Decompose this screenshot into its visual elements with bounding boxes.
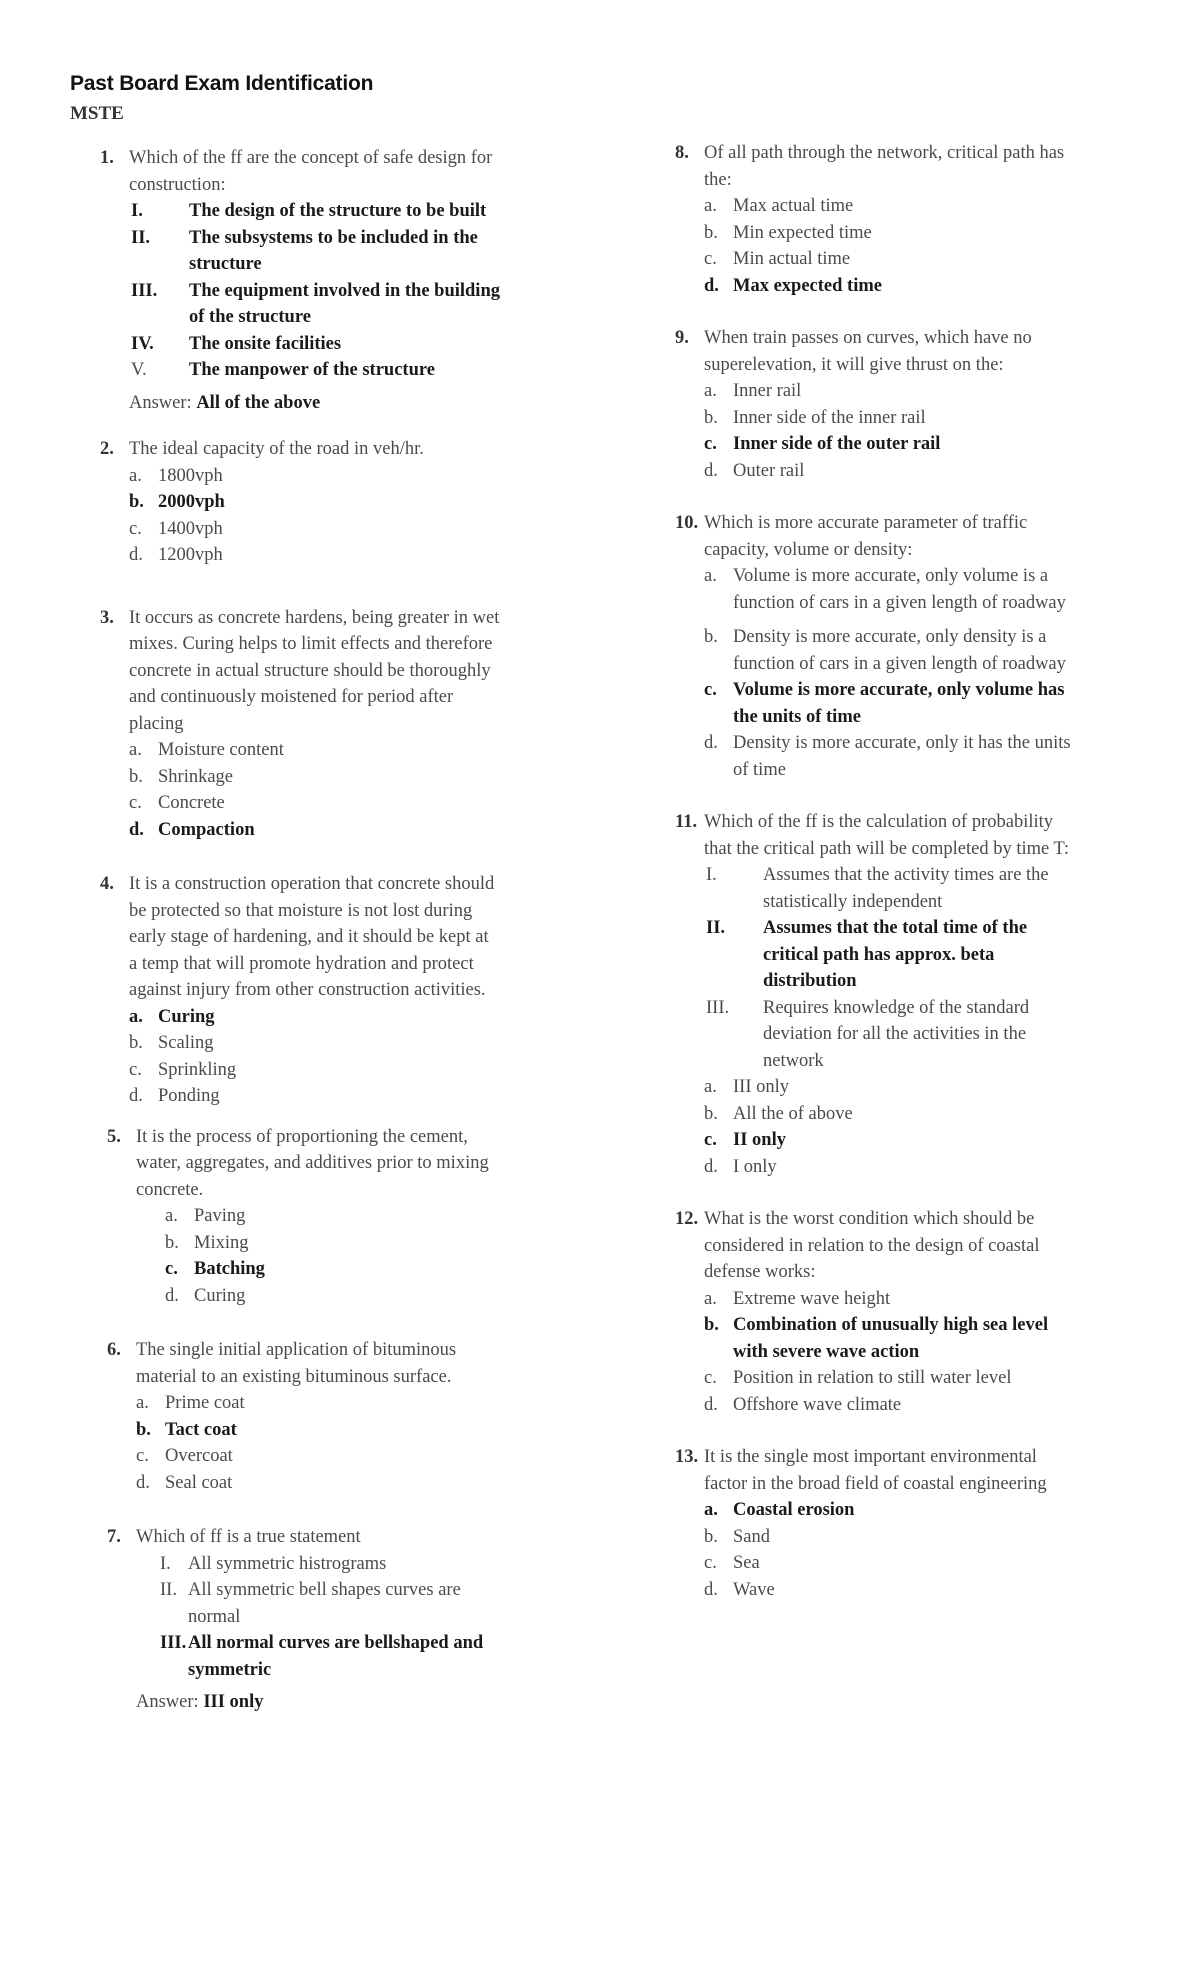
option-label: d. — [704, 1579, 718, 1600]
option-label: c. — [129, 518, 142, 539]
option — [704, 1074, 1075, 1101]
statement-item — [136, 1551, 500, 1578]
option-text: Ponding — [158, 1086, 220, 1106]
answer-value: All of the above — [196, 392, 321, 413]
statement-item — [704, 862, 1075, 915]
option — [704, 246, 1075, 273]
option-text: Curing — [194, 1285, 246, 1306]
option-text: 1200vph — [158, 545, 223, 565]
question-number: 6. — [107, 1340, 121, 1360]
option-label: a. — [136, 1393, 149, 1413]
option-label: a. — [704, 566, 717, 586]
option-text: Curing — [158, 1006, 215, 1027]
option-label: c. — [129, 793, 142, 813]
option — [136, 1470, 500, 1497]
option — [129, 764, 500, 791]
option-label: b. — [129, 766, 143, 787]
option — [704, 624, 1075, 677]
option-text: Volume is more accurate, only volume has the units of time — [733, 680, 1065, 727]
statement-label: II. — [131, 227, 151, 248]
statement-item-correct — [136, 1630, 500, 1683]
statement-label: V. — [131, 360, 147, 380]
option-text: Mixing — [194, 1232, 249, 1253]
statement-text: The design of the structure to be built — [189, 201, 487, 221]
option-label: b. — [704, 407, 718, 428]
option-label: c. — [704, 249, 717, 269]
option — [129, 737, 500, 764]
question-9 — [675, 325, 1075, 484]
statement-label: III. — [706, 997, 730, 1018]
statement-text: The equipment involved in the building of the structure — [189, 280, 500, 327]
option-label: a. — [704, 381, 717, 401]
statement-label: III. — [160, 1633, 187, 1653]
statement-label: I. — [706, 865, 717, 885]
statement-text: Requires knowledge of the standard deviation for all the activities in the network — [763, 997, 1030, 1071]
option — [136, 1390, 500, 1417]
answer-value: III only — [203, 1692, 264, 1712]
option-text: Max actual time — [733, 196, 854, 216]
statement-item — [129, 357, 500, 384]
statement-item — [136, 1577, 500, 1630]
statement-item — [129, 278, 500, 331]
statement-item — [129, 198, 500, 225]
option-label: a. — [704, 196, 717, 216]
option-correct — [136, 1417, 500, 1444]
option — [704, 193, 1075, 220]
question-number: 13. — [675, 1447, 699, 1467]
question-11 — [675, 809, 1075, 1180]
question-text: The single initial application of bituminous material to an existing bituminous surface. — [136, 1340, 457, 1387]
option-label: c. — [704, 434, 717, 454]
option — [136, 1203, 500, 1230]
option — [136, 1443, 500, 1470]
answer-label: Answer: — [136, 1692, 199, 1712]
option-label: b. — [129, 492, 144, 512]
question-number: 2. — [100, 439, 114, 459]
option — [129, 1030, 500, 1057]
question-4 — [100, 871, 500, 1110]
option-label: a. — [129, 740, 142, 760]
question-text: It occurs as concrete hardens, being greater in wet mixes. Curing helps to limit effects and therefore concrete in actual structure should be thoroughly and continuously moistened for period after placing — [129, 607, 500, 734]
document-title: Past Board Exam Identification — [70, 72, 374, 95]
statement-text: The manpower of the structure — [189, 360, 435, 380]
question-text: The ideal capacity of the road in veh/hr. — [129, 439, 424, 459]
option-text: Max expected time — [733, 275, 882, 296]
statement-item — [704, 995, 1075, 1075]
option-text: Density is more accurate, only density is a function of cars in a given length of roadway — [733, 627, 1066, 674]
option-label: b. — [129, 1033, 143, 1053]
option-text: Offshore wave climate — [733, 1394, 902, 1415]
option-correct — [136, 1256, 500, 1283]
option-label: d. — [129, 1086, 143, 1106]
option-correct — [704, 1127, 1075, 1154]
statement-text: The onsite facilities — [189, 333, 342, 354]
statement-label: I. — [131, 201, 143, 221]
question-text: Which of the ff is the calculation of probability that the critical path will be completed by time T: — [704, 812, 1070, 859]
question-text: Of all path through the network, critical path has the: — [704, 143, 1065, 190]
question-number: 7. — [107, 1527, 121, 1547]
option-label: d. — [136, 1472, 150, 1493]
option-label: d. — [129, 545, 143, 565]
right-column — [675, 140, 1075, 1623]
question-number: 9. — [675, 328, 689, 348]
option-text: Inner rail — [733, 381, 802, 401]
option-correct — [704, 1497, 1075, 1524]
option-label: c. — [165, 1259, 178, 1279]
question-13 — [675, 1444, 1075, 1603]
option-correct — [129, 1004, 500, 1031]
question-number: 1. — [100, 148, 114, 168]
statement-text: Assumes that the total time of the critical path has approx. beta distribution — [763, 918, 1028, 991]
question-text: What is the worst condition which should be considered in relation to the design of coastal defense works: — [704, 1209, 1040, 1282]
option-text: Concrete — [158, 793, 225, 813]
option-text: Position in relation to still water level — [733, 1368, 1012, 1388]
option — [704, 1286, 1075, 1313]
option-label: c. — [136, 1446, 149, 1466]
option-text: Seal coat — [165, 1472, 233, 1493]
question-5 — [107, 1124, 500, 1310]
option-label: b. — [704, 1315, 719, 1335]
question-3 — [100, 605, 500, 844]
option-text: Moisture content — [158, 740, 284, 760]
option-correct — [129, 817, 500, 844]
option-text: Inner side of the outer rail — [733, 434, 941, 454]
statement-item-correct — [704, 915, 1075, 995]
statement-text: The subsystems to be included in the structure — [189, 227, 478, 274]
question-text: Which of the ff are the concept of safe design for construction: — [129, 148, 493, 195]
option — [704, 220, 1075, 247]
option — [129, 790, 500, 817]
option-text: Volume is more accurate, only volume is a function of cars in a given length of roadway — [733, 566, 1066, 613]
option-label: d. — [704, 1394, 718, 1415]
subject-heading: MSTE — [70, 103, 124, 124]
option-label: d. — [129, 819, 144, 840]
question-number: 10. — [675, 513, 699, 533]
option-label: b. — [704, 1526, 718, 1547]
option-text: Min actual time — [733, 249, 851, 269]
question-number: 4. — [100, 874, 114, 894]
option — [704, 1392, 1075, 1419]
option-text: II only — [733, 1130, 786, 1150]
option-label: b. — [704, 222, 718, 243]
option-text: 1400vph — [158, 518, 223, 539]
option-text: I only — [733, 1156, 777, 1177]
option-label: b. — [704, 627, 718, 647]
option-text: Shrinkage — [158, 766, 234, 787]
option-label: b. — [136, 1419, 151, 1440]
option-text: Min expected time — [733, 222, 872, 243]
option-text: Tact coat — [165, 1419, 237, 1440]
option — [129, 1057, 500, 1084]
option — [704, 1577, 1075, 1604]
option-text: Density is more accurate, only it has the units of time — [733, 733, 1071, 780]
option-correct — [704, 431, 1075, 458]
option-text: All the of above — [733, 1103, 853, 1124]
option-label: d. — [165, 1285, 179, 1306]
question-text: It is a construction operation that concrete should be protected so that moisture is not lost during early stage of hardening, and it should be kept at a temp that will promote hydration and protect against injury from other construction activities. — [129, 874, 495, 1000]
question-text: It is the single most important environmental factor in the broad field of coastal engineering — [704, 1447, 1047, 1494]
option — [704, 730, 1075, 783]
option-text: Overcoat — [165, 1446, 233, 1466]
answer-line — [136, 1689, 500, 1716]
question-number: 12. — [675, 1209, 699, 1229]
option-correct — [704, 1312, 1075, 1365]
question-text: It is the process of proportioning the cement, water, aggregates, and additives prior to mixing concrete. — [136, 1126, 489, 1200]
option — [136, 1283, 500, 1310]
option-text: Sprinkling — [158, 1059, 237, 1080]
option-label: d. — [704, 275, 719, 296]
option-text: 2000vph — [158, 492, 225, 512]
option — [704, 458, 1075, 485]
question-2 — [100, 436, 500, 569]
option — [129, 542, 500, 569]
option-text: Extreme wave height — [733, 1288, 891, 1309]
question-6 — [107, 1337, 500, 1496]
option-label: c. — [704, 680, 717, 700]
question-number: 5. — [107, 1126, 121, 1147]
option-text: Wave — [733, 1579, 775, 1600]
question-10 — [675, 510, 1075, 783]
option-label: d. — [704, 733, 718, 753]
statement-item — [129, 331, 500, 358]
option-text: 1800vph — [158, 465, 223, 486]
statement-label: I. — [160, 1553, 171, 1574]
statement-label: II. — [706, 918, 726, 938]
option-text: Inner side of the inner rail — [733, 407, 926, 428]
question-number: 3. — [100, 607, 114, 628]
answer-label: Answer: — [129, 392, 192, 413]
option-text: III only — [733, 1077, 789, 1097]
question-number: 8. — [675, 143, 689, 163]
option-label: d. — [704, 460, 718, 481]
option-label: c. — [129, 1059, 142, 1080]
question-text: When train passes on curves, which have no superelevation, it will give thrust on the: — [704, 328, 1032, 375]
statement-text: All normal curves are bellshaped and symmetric — [188, 1633, 484, 1680]
question-12 — [675, 1206, 1075, 1418]
option — [704, 1101, 1075, 1128]
option — [704, 378, 1075, 405]
option-text: Prime coat — [165, 1393, 245, 1413]
option-text: Paving — [194, 1206, 246, 1226]
question-text: Which is more accurate parameter of traffic capacity, volume or density: — [704, 513, 1028, 560]
option — [704, 1154, 1075, 1181]
option-label: b. — [704, 1103, 718, 1124]
option-text: Outer rail — [733, 460, 805, 481]
option — [129, 1083, 500, 1110]
option-label: a. — [704, 1500, 718, 1520]
option-label: a. — [129, 465, 142, 486]
option-text: Compaction — [158, 819, 255, 840]
option — [129, 516, 500, 543]
option — [704, 1524, 1075, 1551]
option-text: Batching — [194, 1259, 265, 1279]
option-text: Coastal erosion — [733, 1500, 855, 1520]
option-correct — [129, 489, 500, 516]
option-label: a. — [704, 1288, 717, 1309]
question-8 — [675, 140, 1075, 299]
option-label: d. — [704, 1156, 718, 1177]
option — [704, 405, 1075, 432]
option-text: Combination of unusually high sea level with severe wave action — [733, 1315, 1049, 1362]
option — [704, 1365, 1075, 1392]
option-text: Sea — [733, 1553, 760, 1573]
option — [136, 1230, 500, 1257]
statement-text: All symmetric histrograms — [188, 1553, 387, 1574]
answer-line — [129, 390, 500, 417]
option-label: c. — [704, 1130, 717, 1150]
statement-text: Assumes that the activity times are the statistically independent — [763, 865, 1049, 912]
option-text: Sand — [733, 1526, 770, 1547]
statement-label: IV. — [131, 333, 154, 354]
statement-label: III. — [131, 280, 158, 301]
option-label: b. — [165, 1232, 179, 1253]
option-label: a. — [704, 1077, 717, 1097]
option-label: a. — [129, 1006, 143, 1027]
statement-item — [129, 225, 500, 278]
option-label: c. — [704, 1553, 717, 1573]
option-text: Scaling — [158, 1033, 214, 1053]
question-text: Which of ff is a true statement — [136, 1527, 361, 1547]
question-1 — [100, 145, 500, 416]
statement-text: All symmetric bell shapes curves are normal — [188, 1580, 461, 1627]
option — [704, 563, 1075, 616]
option — [129, 463, 500, 490]
left-column — [100, 145, 500, 1736]
question-number: 11. — [675, 812, 698, 832]
statement-label: II. — [160, 1580, 177, 1600]
question-7 — [107, 1524, 500, 1716]
option-label: c. — [704, 1368, 717, 1388]
option-correct — [704, 677, 1075, 730]
option — [704, 1550, 1075, 1577]
option-label: a. — [165, 1206, 178, 1226]
option-correct — [704, 273, 1075, 300]
